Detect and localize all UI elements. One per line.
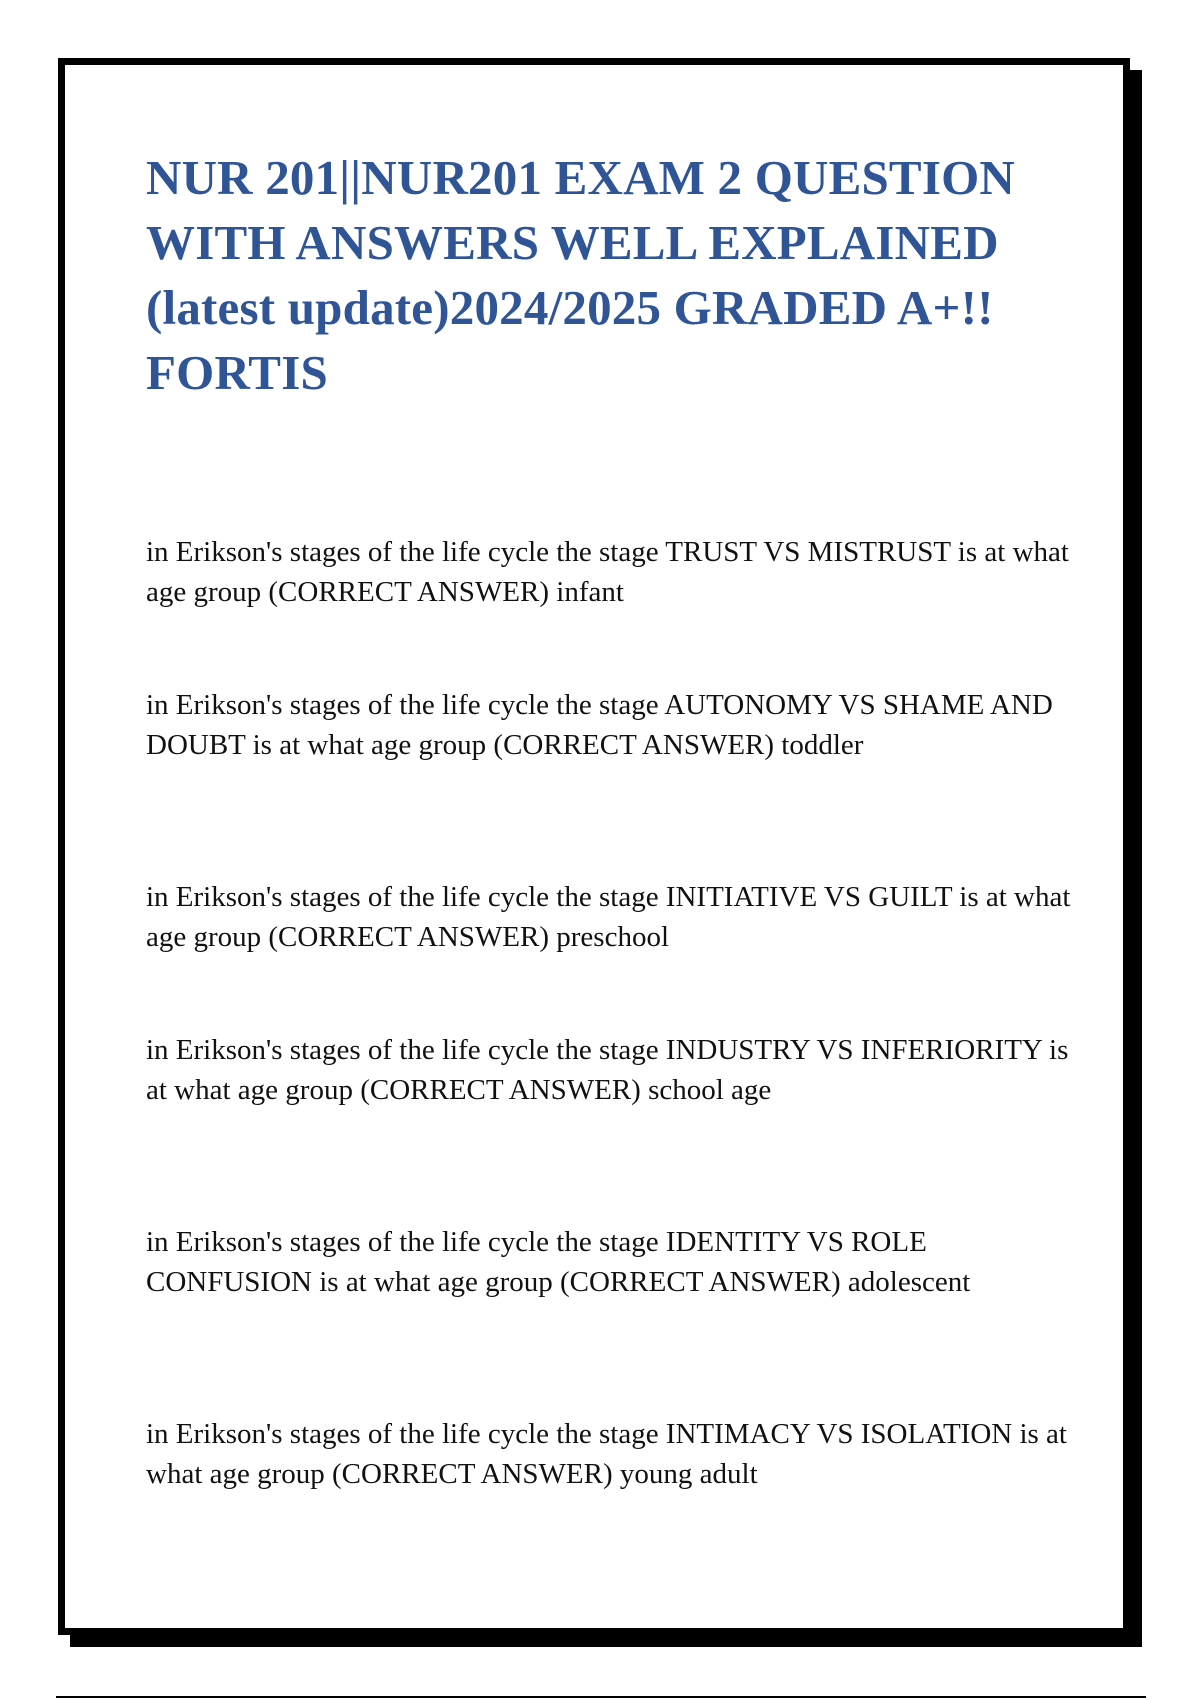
question-item-trust: in Erikson's stages of the life cycle the stage TRUST VS MISTRUST is at what age group (CORRECT ANSWER) infant	[146, 536, 1069, 608]
question-item-initiative: in Erikson's stages of the life cycle the stage INITIATIVE VS GUILT is at what age group (CORRECT ANSWER) preschool	[146, 881, 1071, 953]
question-item-intimacy: in Erikson's stages of the life cycle the stage INTIMACY VS ISOLATION is at what age group (CORRECT ANSWER) young adult	[146, 1418, 1067, 1490]
bottom-divider	[56, 1696, 1146, 1698]
question-item-identity: in Erikson's stages of the life cycle the stage IDENTITY VS ROLE CONFUSION is at what age group (CORRECT ANSWER) adolescent	[146, 1226, 971, 1298]
document-title: NUR 201||NUR201 EXAM 2 QUESTION WITH ANSWERS WELL EXPLAINED (latest update)2024/2025 GRADED A+!! FORTIS	[146, 150, 1015, 400]
question-item-industry: in Erikson's stages of the life cycle the stage INDUSTRY VS INFERIORITY is at what age group (CORRECT ANSWER) school age	[146, 1034, 1069, 1106]
question-item-autonomy: in Erikson's stages of the life cycle the stage AUTONOMY VS SHAME AND DOUBT is at what age group (CORRECT ANSWER) toddler	[146, 689, 1053, 761]
